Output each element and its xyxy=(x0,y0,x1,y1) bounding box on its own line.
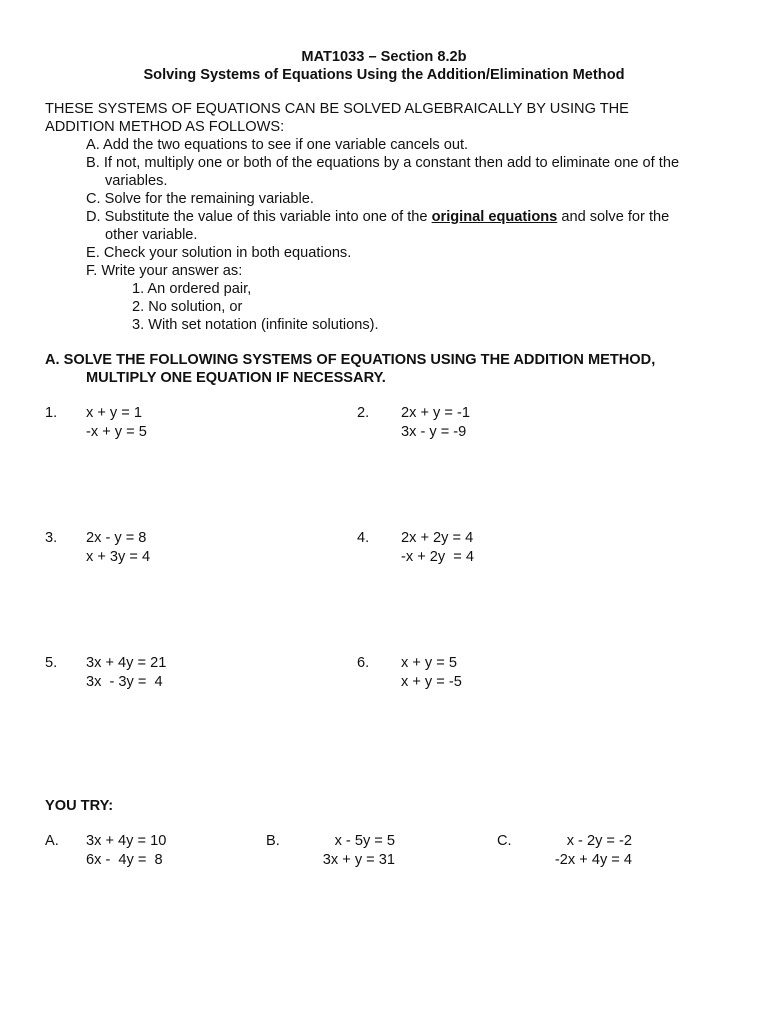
step-d-line-2: other variable. xyxy=(105,227,198,243)
problem-number: 2. xyxy=(357,405,370,421)
equation: -x + 2y = 4 xyxy=(401,549,475,565)
equation: x + y = -5 xyxy=(401,674,462,690)
problem-6-equations xyxy=(401,654,462,692)
step-b-line-2: variables. xyxy=(105,173,168,189)
page-title: MAT1033 – Section 8.2b xyxy=(301,49,467,65)
equation: x + 3y = 4 xyxy=(86,549,151,565)
problem-number: 6. xyxy=(357,655,370,671)
problem-number: 5. xyxy=(45,655,58,671)
intro-line-1: THESE SYSTEMS OF EQUATIONS CAN BE SOLVED ALGEBRAICALLY BY USING THE xyxy=(45,101,629,117)
step-a: A. Add the two equations to see if one variable cancels out. xyxy=(86,137,469,153)
section-a-heading-line-2: MULTIPLY ONE EQUATION IF NECESSARY. xyxy=(86,370,386,386)
equation: 3x + 4y = 10 xyxy=(86,833,167,849)
equation: x - 5y = 5 xyxy=(334,833,395,849)
equation: x + y = 1 xyxy=(86,405,142,421)
page-subtitle: Solving Systems of Equations Using the Addition/Elimination Method xyxy=(143,67,625,83)
you-try-b-equations xyxy=(291,832,395,870)
you-try-label: C. xyxy=(497,833,512,849)
problem-2-equations xyxy=(401,404,470,442)
equation: 3x + y = 31 xyxy=(322,852,395,868)
step-f-option-2: 2. No solution, or xyxy=(132,299,243,315)
intro-line-2: ADDITION METHOD AS FOLLOWS: xyxy=(45,119,285,135)
you-try-label: B. xyxy=(266,833,280,849)
step-b-line-1: B. If not, multiply one or both of the equations by a constant then add to eliminate one of the xyxy=(86,155,680,171)
equation: -x + y = 5 xyxy=(86,424,147,440)
step-d-text-end: and solve for the xyxy=(557,209,670,225)
equation: x - 2y = -2 xyxy=(566,833,632,849)
step-e: E. Check your solution in both equations. xyxy=(86,245,352,261)
original-equations-emphasis: original equations xyxy=(431,209,558,225)
problem-number: 1. xyxy=(45,405,58,421)
section-a-heading: A. SOLVE THE FOLLOWING SYSTEMS OF EQUATIONS USING THE ADDITION METHOD, xyxy=(45,352,656,368)
equation: 2x + 2y = 4 xyxy=(401,530,474,546)
equation: 3x - y = -9 xyxy=(401,424,467,440)
problem-3-equations xyxy=(86,529,150,567)
problem-5-equations xyxy=(86,654,166,692)
step-d-line-1 xyxy=(86,208,669,226)
problem-1-equations xyxy=(86,404,147,442)
equation: 3x + 4y = 21 xyxy=(86,655,167,671)
step-c: C. Solve for the remaining variable. xyxy=(86,191,314,207)
problem-number: 4. xyxy=(357,530,370,546)
equation: 6x - 4y = 8 xyxy=(86,852,163,868)
equation: 2x + y = -1 xyxy=(401,405,470,421)
step-f-option-1: 1. An ordered pair, xyxy=(132,281,252,297)
step-d-text: D. Substitute the value of this variable into one of the xyxy=(86,209,432,225)
you-try-a-equations xyxy=(86,832,166,870)
equation: x + y = 5 xyxy=(401,655,457,671)
problem-4-equations xyxy=(401,529,474,567)
equation: 3x - 3y = 4 xyxy=(86,674,163,690)
you-try-c-equations xyxy=(520,832,632,870)
you-try-heading: YOU TRY: xyxy=(45,798,114,814)
equation: 2x - y = 8 xyxy=(86,530,147,546)
step-f: F. Write your answer as: xyxy=(86,263,243,279)
step-f-option-3: 3. With set notation (infinite solutions). xyxy=(132,317,379,333)
problem-number: 3. xyxy=(45,530,58,546)
equation: -2x + 4y = 4 xyxy=(554,852,632,868)
you-try-label: A. xyxy=(45,833,59,849)
